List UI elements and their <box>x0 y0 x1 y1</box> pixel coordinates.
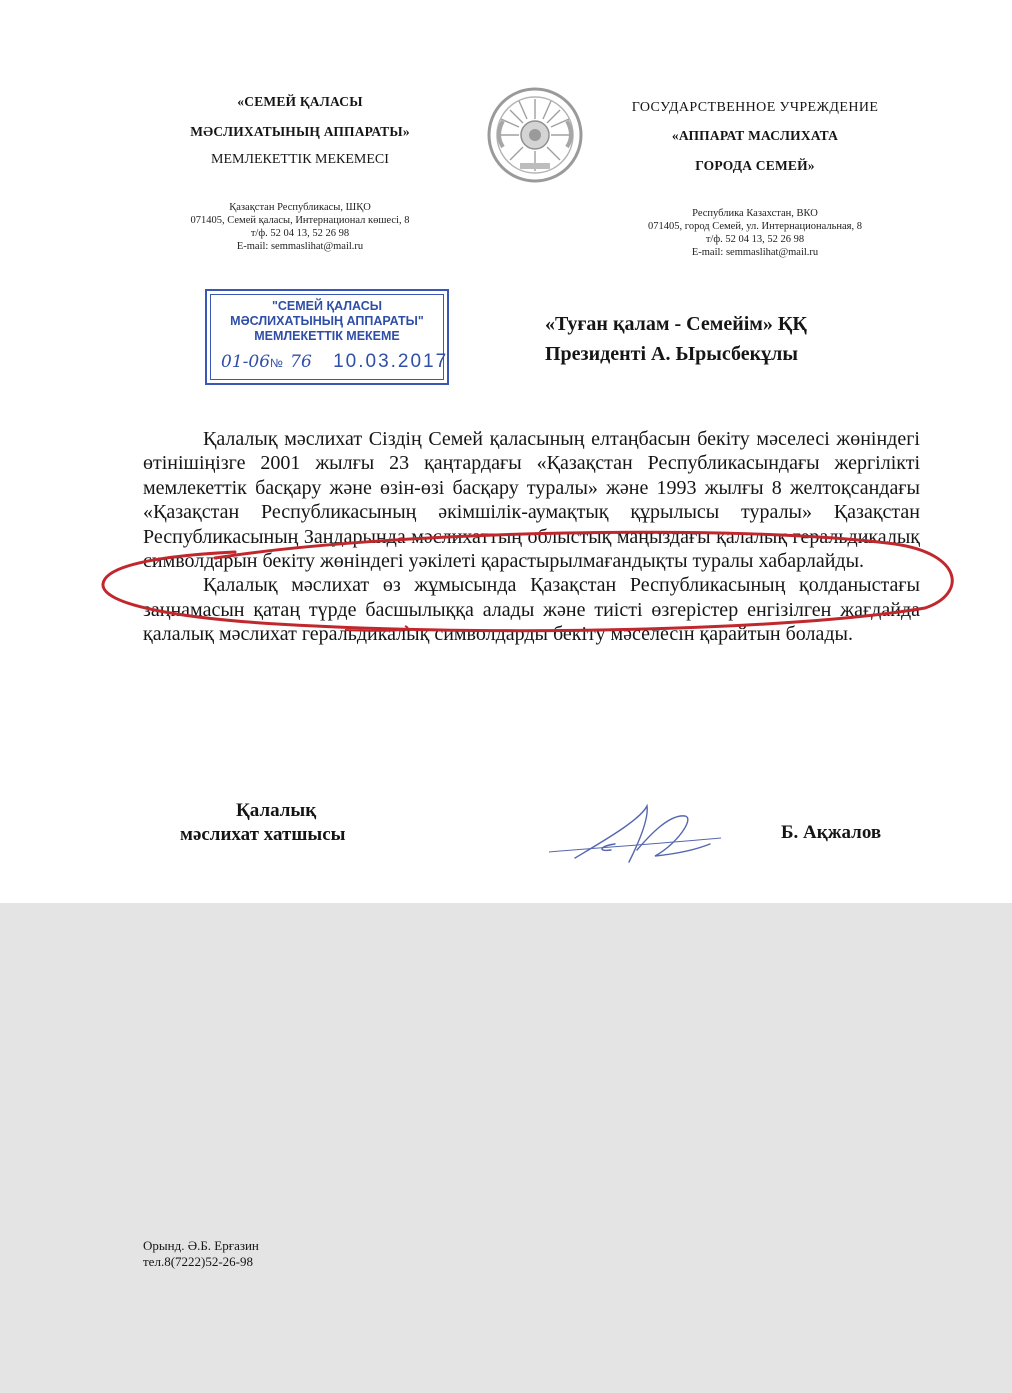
header-left-address <box>135 201 465 253</box>
signatory-title-line2: мәслихат хатшысы <box>180 824 346 845</box>
header-right-line3: ГОРОДА СЕМЕЙ» <box>695 158 815 173</box>
signatory-title-line1: Қалалық <box>236 800 317 821</box>
header-left-email: E-mail: semmaslihat@mail.ru <box>236 241 364 252</box>
body-paragraph-2: Қалалық мәслихат өз жұмысында Қазақстан Республикасының қолданыстағы заңнамасын қатаң түрде басшылыққа алады және тиісті өзгерістер енгізілген жағдайда қалалық мәслихат геральдикалық символдарды бекіту мәселесін қарайтын болады. <box>143 574 920 646</box>
header-left-line3: МЕМЛЕКЕТТІК МЕКЕМЕСІ <box>211 152 389 167</box>
red-ellipse-annotation-icon <box>95 522 965 640</box>
registration-stamp <box>205 289 449 385</box>
addressee-line2: Президенті А. Ырысбекұлы <box>545 343 798 365</box>
header-right-address-line: Республика Казахстан, ВКО <box>692 208 818 219</box>
header-left-address-line: т/ф. 52 04 13, 52 26 98 <box>250 228 350 239</box>
header-right-address-line: т/ф. 52 04 13, 52 26 98 <box>705 234 805 245</box>
body-paragraph-1: Қалалық мәслихат Сіздің Семей қаласының елтаңбасын бекіту мәселесі жөніндегі өтінішіңізге 2001 жылғы 23 қаңтардағы «Қазақстан Республикасындағы жергілікті мемлекеттік басқару және өзін-өзі басқару туралы» және 1993 жылғы 8 желтоқсандағы «Қазақстан Республикасының әкімшілік-аумақтық құрылысы туралы» Қазақстан Республикасының Заңдарында мәслихаттың облыстық маңыздағы қалалық геральдикалық символдарын бекіту жөніндегі уәкілеті қарастырылмағандықты туралы хабарлайды. <box>143 428 920 573</box>
stamp-date: 10.03.2017 <box>333 351 449 372</box>
executor-name: Орынд. Ә.Б. Ерғазин <box>143 1238 259 1253</box>
state-emblem-icon <box>485 85 585 185</box>
stamp-number: 76 <box>290 352 312 372</box>
addressee-line1: «Туған қалам - Семейім» ҚҚ <box>545 313 807 335</box>
stamp-handwritten-index: 01-06 <box>221 352 271 372</box>
stamp-number-sign: № <box>270 356 283 370</box>
header-left-line2: МӘСЛИХАТЫНЫҢ АППАРАТЫ» <box>190 124 410 139</box>
stamp-number-row <box>221 351 449 373</box>
header-left-address-line: 071405, Семей қаласы, Интернационал көшесі, 8 <box>190 215 410 226</box>
header-right-address <box>575 207 935 259</box>
header-right-line2: «АППАРАТ МАСЛИХАТА <box>671 128 839 143</box>
stamp-line1: "СЕМЕЙ ҚАЛАСЫ <box>271 299 383 313</box>
executor-phone: тел.8(7222)52-26-98 <box>143 1254 254 1269</box>
stamp-line3: МЕМЛЕКЕТТІК МЕКЕМЕ <box>254 329 400 343</box>
header-right-address-line: 071405, город Семей, ул. Интернациональная, 8 <box>648 221 862 232</box>
signatory-name: Б. Ақжалов <box>781 822 882 843</box>
header-right-line1: ГОСУДАРСТВЕННОЕ УЧРЕЖДЕНИЕ <box>631 100 879 115</box>
header-left-line1: «СЕМЕЙ ҚАЛАСЫ <box>237 94 363 109</box>
header-left-address-line: Қазақстан Республикасы, ШҚО <box>229 202 371 213</box>
stamp-line2: МӘСЛИХАТЫНЫҢ АППАРАТЫ" <box>230 314 424 328</box>
handwritten-signature-icon <box>545 800 725 870</box>
header-right-email: E-mail: semmaslihat@mail.ru <box>691 247 819 258</box>
